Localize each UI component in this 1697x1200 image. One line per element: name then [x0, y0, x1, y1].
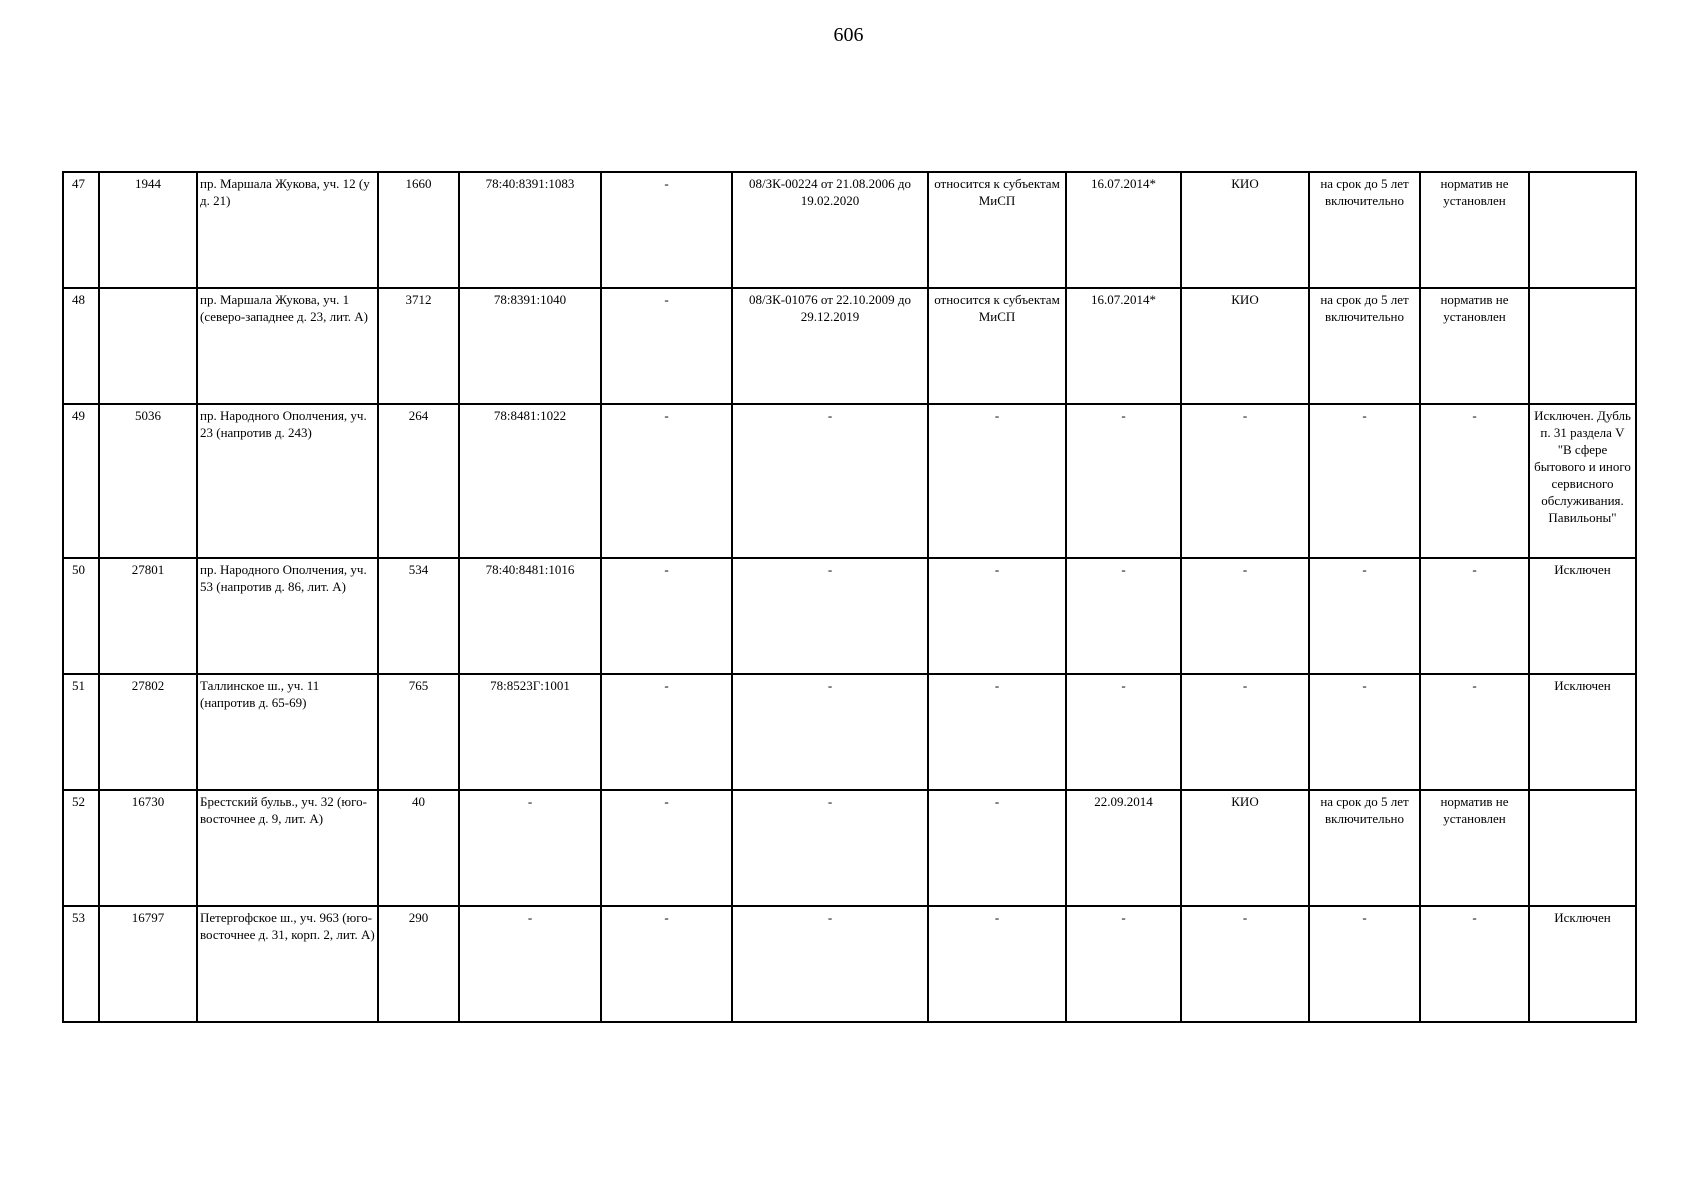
category-cell: - [928, 790, 1066, 906]
note-cell: Исключен [1529, 906, 1636, 1022]
row-number-cell: 47 [63, 172, 99, 288]
term-cell: - [1309, 404, 1420, 558]
object-code-cell: 27801 [99, 558, 197, 674]
object-code-cell: 27802 [99, 674, 197, 790]
column-6-cell: - [601, 404, 732, 558]
cadastral-number-cell: 78:8523Г:1001 [459, 674, 601, 790]
term-cell: на срок до 5 лет включительно [1309, 288, 1420, 404]
registry-table [62, 171, 1637, 1023]
organization-cell: - [1181, 558, 1309, 674]
term-cell: на срок до 5 лет включительно [1309, 172, 1420, 288]
column-6-cell: - [601, 674, 732, 790]
address-cell: пр. Маршала Жукова, уч. 1 (северо-западнее д. 23, лит. А) [197, 288, 378, 404]
table-row [63, 404, 1636, 558]
address-cell: пр. Маршала Жукова, уч. 12 (у д. 21) [197, 172, 378, 288]
norm-cell: норматив не установлен [1420, 288, 1529, 404]
row-number-cell: 51 [63, 674, 99, 790]
date-cell: - [1066, 404, 1181, 558]
column-6-cell: - [601, 906, 732, 1022]
address-cell: пр. Народного Ополчения, уч. 53 (напротив д. 86, лит. А) [197, 558, 378, 674]
table-row [63, 906, 1636, 1022]
organization-cell: - [1181, 404, 1309, 558]
cadastral-number-cell: 78:40:8391:1083 [459, 172, 601, 288]
row-number-cell: 53 [63, 906, 99, 1022]
date-cell: 22.09.2014 [1066, 790, 1181, 906]
area-cell: 290 [378, 906, 459, 1022]
date-cell: - [1066, 906, 1181, 1022]
contract-cell: 08/ЗК-01076 от 22.10.2009 до 29.12.2019 [732, 288, 928, 404]
contract-cell: - [732, 558, 928, 674]
date-cell: 16.07.2014* [1066, 172, 1181, 288]
object-code-cell: 1944 [99, 172, 197, 288]
cadastral-number-cell: 78:40:8481:1016 [459, 558, 601, 674]
date-cell: - [1066, 558, 1181, 674]
norm-cell: норматив не установлен [1420, 790, 1529, 906]
category-cell: - [928, 906, 1066, 1022]
column-6-cell: - [601, 790, 732, 906]
category-cell: - [928, 558, 1066, 674]
organization-cell: КИО [1181, 172, 1309, 288]
organization-cell: - [1181, 674, 1309, 790]
category-cell: - [928, 674, 1066, 790]
note-cell [1529, 172, 1636, 288]
table-row [63, 288, 1636, 404]
term-cell: - [1309, 558, 1420, 674]
date-cell: - [1066, 674, 1181, 790]
category-cell: относится к субъектам МиСП [928, 288, 1066, 404]
row-number-cell: 48 [63, 288, 99, 404]
note-cell: Исключен [1529, 674, 1636, 790]
note-cell: Исключен [1529, 558, 1636, 674]
organization-cell: - [1181, 906, 1309, 1022]
address-cell: пр. Народного Ополчения, уч. 23 (напротив д. 243) [197, 404, 378, 558]
cadastral-number-cell: 78:8481:1022 [459, 404, 601, 558]
object-code-cell: 5036 [99, 404, 197, 558]
area-cell: 1660 [378, 172, 459, 288]
area-cell: 3712 [378, 288, 459, 404]
address-cell: Петергофское ш., уч. 963 (юго-восточнее д. 31, корп. 2, лит. А) [197, 906, 378, 1022]
norm-cell: - [1420, 674, 1529, 790]
row-number-cell: 50 [63, 558, 99, 674]
contract-cell: - [732, 404, 928, 558]
object-code-cell: 16797 [99, 906, 197, 1022]
contract-cell: - [732, 674, 928, 790]
category-cell: - [928, 404, 1066, 558]
area-cell: 534 [378, 558, 459, 674]
norm-cell: - [1420, 404, 1529, 558]
category-cell: относится к субъектам МиСП [928, 172, 1066, 288]
note-cell [1529, 288, 1636, 404]
cadastral-number-cell: 78:8391:1040 [459, 288, 601, 404]
cadastral-number-cell: - [459, 790, 601, 906]
table-row [63, 790, 1636, 906]
table-row [63, 674, 1636, 790]
table-row [63, 558, 1636, 674]
object-code-cell: 16730 [99, 790, 197, 906]
table-body [63, 172, 1636, 1022]
column-6-cell: - [601, 288, 732, 404]
table-row [63, 172, 1636, 288]
contract-cell: - [732, 906, 928, 1022]
column-6-cell: - [601, 558, 732, 674]
area-cell: 264 [378, 404, 459, 558]
norm-cell: - [1420, 906, 1529, 1022]
row-number-cell: 49 [63, 404, 99, 558]
organization-cell: КИО [1181, 790, 1309, 906]
note-cell [1529, 790, 1636, 906]
area-cell: 40 [378, 790, 459, 906]
date-cell: 16.07.2014* [1066, 288, 1181, 404]
row-number-cell: 52 [63, 790, 99, 906]
term-cell: на срок до 5 лет включительно [1309, 790, 1420, 906]
object-code-cell [99, 288, 197, 404]
norm-cell: норматив не установлен [1420, 172, 1529, 288]
address-cell: Брестский бульв., уч. 32 (юго-восточнее д. 9, лит. А) [197, 790, 378, 906]
address-cell: Таллинское ш., уч. 11 (напротив д. 65-69) [197, 674, 378, 790]
area-cell: 765 [378, 674, 459, 790]
column-6-cell: - [601, 172, 732, 288]
contract-cell: - [732, 790, 928, 906]
organization-cell: КИО [1181, 288, 1309, 404]
term-cell: - [1309, 906, 1420, 1022]
cadastral-number-cell: - [459, 906, 601, 1022]
note-cell: Исключен. Дубль п. 31 раздела V "В сфере бытового и иного сервисного обслуживания. Павильоны" [1529, 404, 1636, 558]
norm-cell: - [1420, 558, 1529, 674]
page-number: 606 [833, 24, 864, 46]
term-cell: - [1309, 674, 1420, 790]
contract-cell: 08/ЗК-00224 от 21.08.2006 до 19.02.2020 [732, 172, 928, 288]
